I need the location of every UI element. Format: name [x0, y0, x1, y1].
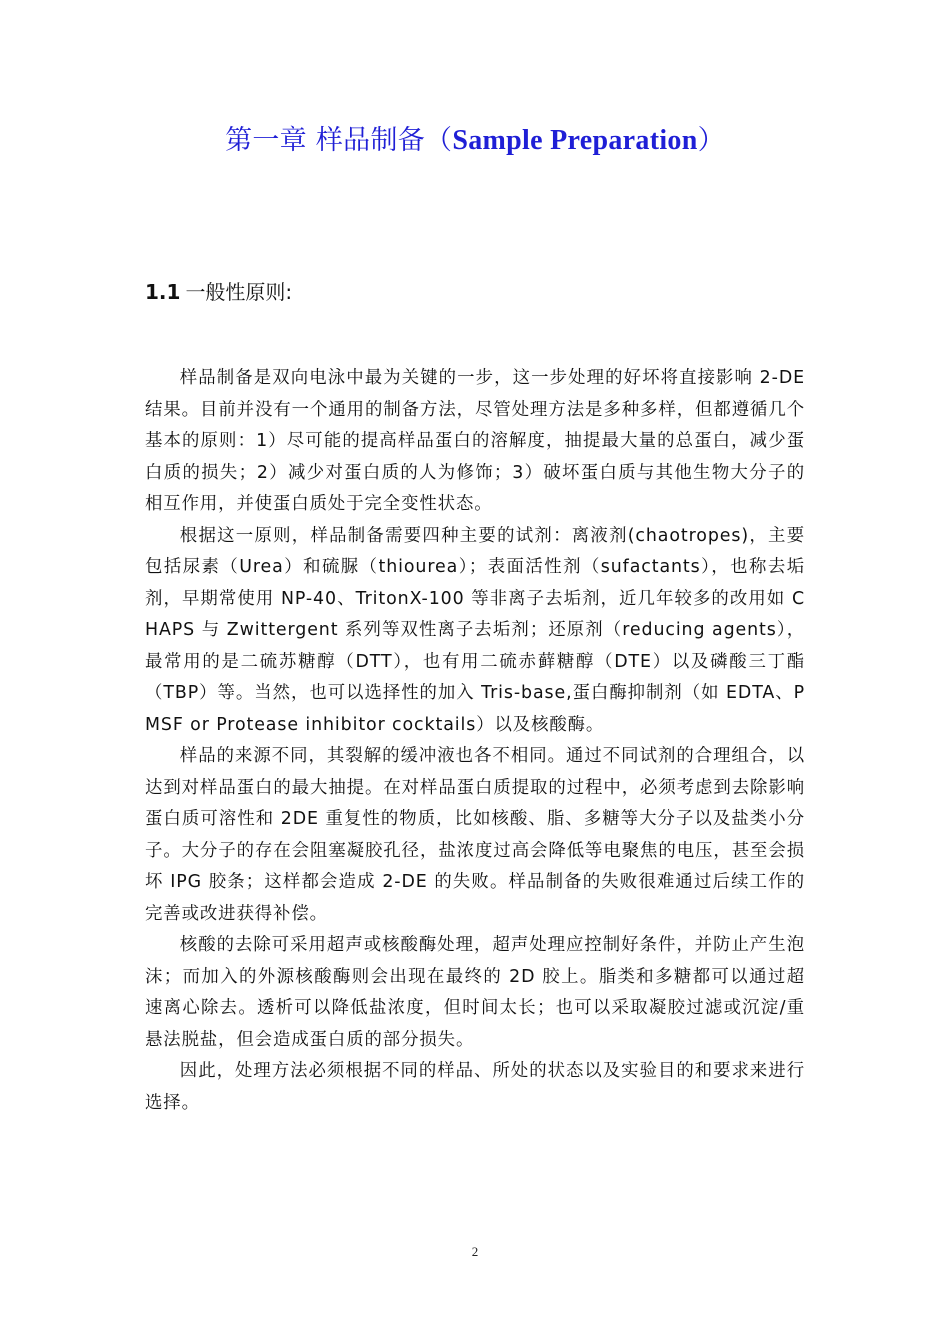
chapter-title — [0, 118, 950, 157]
paragraph-reagents: 根据这一原则，样品制备需要四种主要的试剂：离液剂(chaotropes)，主要包括尿素（Urea）和硫脲（thiourea）；表面活性剂（sufactants），也称去垢剂，早期常使用 NP-40、TritonX-100 等非离子去垢剂，近几年较多的改用如 CHAPS 与 Zwittergent 系列等双性离子去垢剂；还原剂（reducing agents），最常用的是二硫苏糖醇（DTT），也有用二硫赤藓糖醇（DTE）以及磷酸三丁酯（TBP）等。当然，也可以选择性的加入 Tris-base,蛋白酶抑制剂（如 EDTA、PMSF or Protease inhibitor cocktails）以及核酸酶。 — [145, 525, 805, 735]
body-text — [145, 363, 805, 1119]
chapter-title-cn: 第一章 样品制备（ — [225, 125, 453, 156]
section-title: 一般性原则: — [185, 280, 293, 304]
paragraph-nucleic-acid-removal: 核酸的去除可采用超声或核酸酶处理，超声处理应控制好条件，并防止产生泡沫；而加入的外源核酸酶则会出现在最终的 2D 胶上。脂类和多糖都可以通过超速离心除去。透析可以降低盐浓度，但时间太长；也可以采取凝胶过滤或沉淀/重悬法脱盐，但会造成蛋白质的部分损失。 — [145, 935, 805, 1050]
chapter-title-close: ） — [697, 125, 725, 156]
section-heading — [145, 276, 292, 305]
paragraph-sample-sources: 样品的来源不同，其裂解的缓冲液也各不相同。通过不同试剂的合理组合，以达到对样品蛋白的最大抽提。在对样品蛋白质提取的过程中，必须考虑到去除影响蛋白质可溶性和 2DE 重复性的物质，比如核酸、脂、多糖等大分子以及盐类小分子。大分子的存在会阻塞凝胶孔径，盐浓度过高会降低等电聚焦的电压，甚至会损坏 IPG 胶条；这样都会造成 2-DE 的失败。样品制备的失败很难通过后续工作的完善或改进获得补偿。 — [145, 746, 805, 924]
page-number: 2 — [471, 1244, 479, 1259]
section-number: 1.1 — [145, 280, 181, 304]
chapter-title-en: Sample Preparation — [452, 125, 698, 156]
paragraph-principles: 样品制备是双向电泳中最为关键的一步，这一步处理的好坏将直接影响 2-DE 结果。目前并没有一个通用的制备方法，尽管处理方法是多种多样，但都遵循几个基本的原则：1）尽可能的提高样品蛋白的溶解度，抽提最大量的总蛋白，减少蛋白质的损失；2）减少对蛋白质的人为修饰；3）破坏蛋白质与其他生物大分子的相互作用，并使蛋白质处于完全变性状态。 — [145, 368, 805, 514]
paragraph-conclusion: 因此，处理方法必须根据不同的样品、所处的状态以及实验目的和要求来进行选择。 — [145, 1061, 805, 1113]
